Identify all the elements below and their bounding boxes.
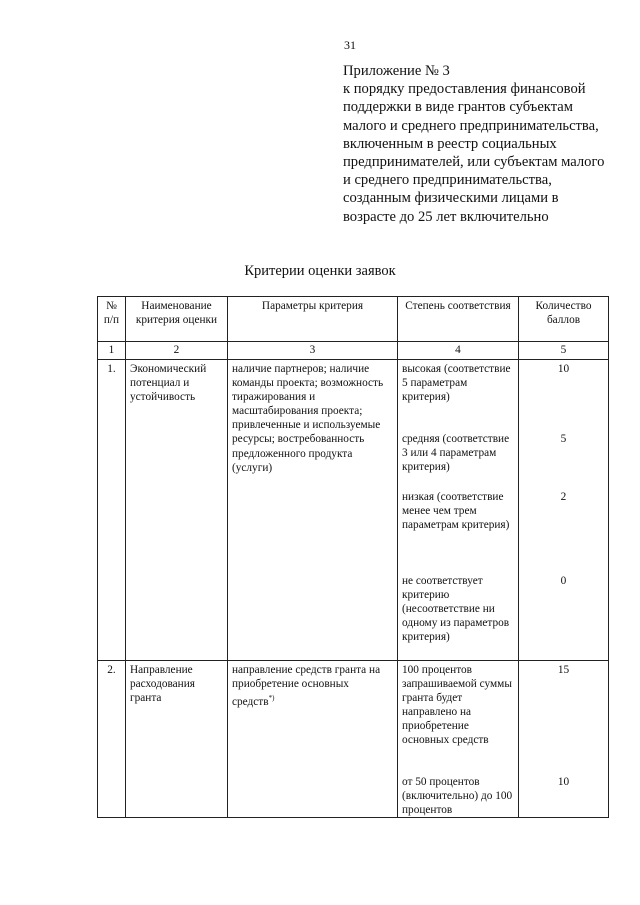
footnote-mark: *) [268, 694, 275, 703]
level-text: от 50 процентов (включительно) до 100 процентов [402, 776, 513, 817]
column-number: 4 [398, 342, 519, 360]
parameters-text: направление средств гранта на приобретение основных средств [232, 664, 381, 708]
level-text: низкая (соответствие менее чем трем параметрам критерия) [402, 491, 510, 532]
header-criterion-name: Наименование критерия оценки [126, 297, 228, 342]
criteria-table [97, 296, 609, 818]
header-points: Количество баллов [519, 297, 609, 342]
parameters-text: наличие партнеров; наличие команды проекта; возможность тиражирования и масштабирования проекта; привлеченные и используемые ресурсы; востребованность предложенного продукта (услуги) [232, 363, 384, 474]
table-header-row [98, 297, 609, 342]
points-value: 15 [557, 664, 570, 676]
column-numbers-row [98, 342, 609, 360]
level-text: высокая (соответствие 5 параметрам критерия) [402, 363, 511, 404]
header-number: № п/п [98, 297, 126, 342]
criterion-name: Направление расходования гранта [126, 661, 228, 818]
points-column [519, 360, 609, 661]
points-value: 10 [557, 776, 570, 788]
document-title: Критерии оценки заявок [244, 263, 396, 279]
compliance-levels [398, 661, 519, 818]
points-column [519, 661, 609, 818]
column-number: 5 [519, 342, 609, 360]
table-row [98, 360, 609, 661]
row-number: 2. [98, 661, 126, 818]
header-parameters: Параметры критерия [228, 297, 398, 342]
points-value: 2 [560, 491, 567, 503]
compliance-levels [398, 360, 519, 661]
criterion-parameters [228, 360, 398, 661]
criterion-name: Экономический потенциал и устойчивость [126, 360, 228, 661]
level-text: средняя (соответствие 3 или 4 параметрам критерия) [402, 433, 510, 474]
points-value: 10 [557, 363, 570, 375]
column-number: 2 [126, 342, 228, 360]
appendix-block [343, 62, 613, 226]
header-compliance-level: Степень соответствия [398, 297, 519, 342]
row-number: 1. [98, 360, 126, 661]
criterion-parameters [228, 661, 398, 818]
points-value: 0 [560, 575, 567, 587]
appendix-body: к порядку предоставления финансовой поддержки в виде грантов субъектам малого и среднего предпринимательства, включенным в реестр социальных предпринимателей, или субъектам малого и среднего предпринимательства, созданным физическими лицами в возрасте до 25 лет включительно [343, 81, 605, 225]
level-text: 100 процентов запрашиваемой суммы гранта будет направлено на приобретение основных средств [402, 664, 512, 747]
points-value: 5 [560, 433, 567, 445]
table-row [98, 661, 609, 818]
page-number: 31 [344, 38, 356, 52]
level-text: не соответствует критерию (несоответствие ни одному из параметров критерия) [402, 575, 510, 644]
column-number: 3 [228, 342, 398, 360]
column-number: 1 [98, 342, 126, 360]
appendix-title: Приложение № 3 [343, 63, 450, 79]
